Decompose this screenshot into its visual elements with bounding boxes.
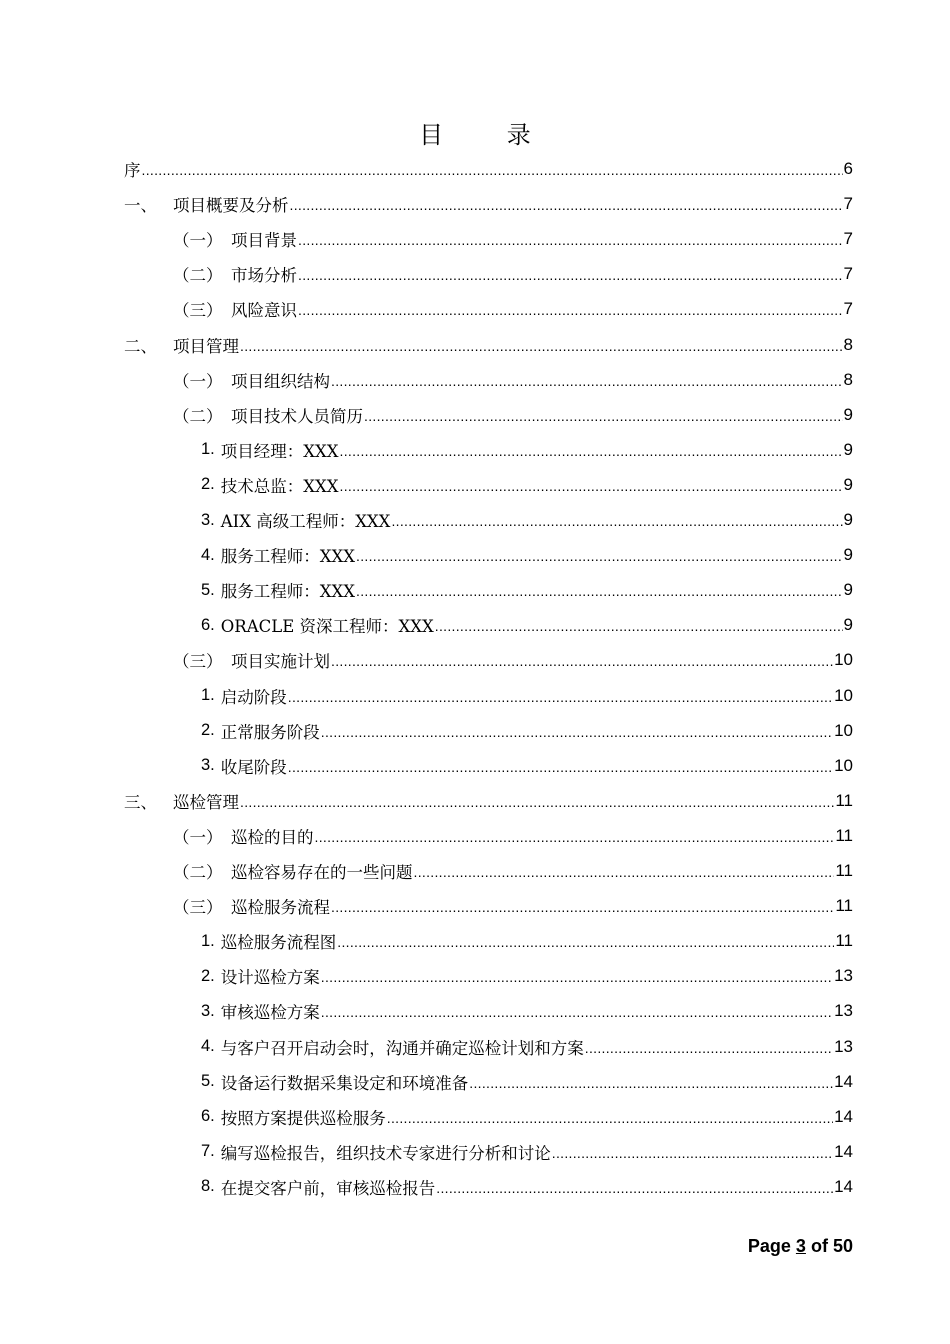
toc-entry[interactable] [201, 1102, 853, 1132]
toc-entry-number: （三） [173, 652, 223, 672]
toc-entry-page-number: 10 [834, 720, 853, 740]
toc-entry-label: 风险意识 [231, 301, 297, 321]
toc-dot-leader [321, 716, 833, 746]
toc-entry-page-number: 13 [834, 1001, 853, 1021]
toc-dot-leader [240, 330, 843, 360]
toc-title: 目 录 [419, 121, 559, 149]
toc-entry[interactable] [124, 786, 853, 816]
toc-entry[interactable] [201, 751, 853, 781]
toc-entry-number: 3. [201, 1001, 215, 1020]
toc-dot-leader [331, 365, 843, 395]
toc-entry-label: 审核巡检方案 [220, 1003, 320, 1023]
toc-entry-page-number: 11 [835, 896, 853, 916]
toc-entry-number: 6. [201, 615, 215, 634]
toc-dot-leader [298, 294, 843, 324]
toc-entry[interactable] [201, 926, 853, 956]
toc-entry-number: 5. [201, 580, 215, 599]
toc-entry-label: 项目技术人员简历 [231, 406, 363, 426]
toc-entry-number: （一） [173, 827, 223, 847]
footer-total-pages: 50 [832, 1236, 853, 1256]
toc-entry[interactable] [124, 330, 853, 360]
toc-entry-number: 1. [201, 931, 215, 950]
toc-dot-leader [387, 1102, 833, 1132]
toc-entry-number: （一） [173, 231, 223, 251]
toc-entry-number: 4. [201, 1037, 215, 1055]
toc-entry[interactable] [173, 400, 853, 430]
toc-entry-label: 启动阶段 [220, 687, 287, 707]
toc-entry-page-number: 11 [835, 790, 853, 810]
toc-dot-leader [469, 1067, 833, 1097]
toc-entry-page-number: 9 [843, 474, 853, 494]
toc-entry-number: 2. [201, 721, 215, 740]
toc-entry-page-number: 9 [843, 404, 853, 424]
toc-entry[interactable] [201, 996, 853, 1026]
toc-entry-page-number: 10 [834, 650, 853, 670]
toc-entry[interactable] [201, 1032, 853, 1062]
toc-entry-number: 2. [201, 475, 215, 494]
toc-entry-label: 项目组织结构 [231, 371, 330, 391]
page-footer [748, 1236, 853, 1257]
toc-entry[interactable] [201, 1067, 853, 1097]
toc-entry-page-number: 8 [843, 334, 853, 354]
toc-entry-number: （三） [173, 898, 223, 918]
toc-dot-leader [340, 435, 843, 465]
toc-entry-number: 4. [201, 545, 215, 564]
toc-entry-number: （一） [173, 371, 223, 391]
toc-entry[interactable] [173, 856, 853, 886]
toc-entry-label: ORACLE 资深工程师：XXX [220, 617, 434, 637]
toc-entry-number: （二） [173, 406, 223, 426]
toc-entry-page-number: 11 [835, 825, 853, 845]
toc-entry[interactable] [173, 365, 853, 395]
toc-entry-label: 编写巡检报告，组织技术专家进行分析和讨论 [220, 1143, 551, 1163]
toc-entry-page-number: 9 [843, 510, 853, 529]
toc-entry-page-number: 10 [834, 685, 853, 705]
toc-entry-number: 1. [201, 686, 215, 704]
toc-entry-label: 巡检服务流程 [231, 898, 330, 918]
toc-entry-number: 3. [201, 510, 215, 529]
toc-dot-leader [298, 259, 843, 289]
footer-of: of [810, 1236, 828, 1256]
toc-entry[interactable] [201, 540, 853, 570]
toc-dot-leader [315, 821, 835, 851]
toc-entry-number: （二） [173, 266, 223, 286]
toc-dot-leader [364, 400, 843, 430]
toc-entry-page-number: 7 [843, 194, 853, 214]
toc-entry-page-number: 11 [835, 861, 853, 880]
toc-dot-leader [552, 1137, 833, 1167]
toc-entry-label: 正常服务阶段 [220, 722, 320, 742]
toc-entry-label: 设计巡检方案 [220, 968, 320, 988]
toc-dot-leader [321, 961, 833, 991]
toc-dot-leader [321, 996, 833, 1026]
toc-entry-number: 6. [201, 1107, 215, 1126]
toc-entry-label: 巡检容易存在的一些问题 [231, 863, 413, 882]
toc-entry-page-number: 8 [843, 369, 853, 389]
toc-entry-page-number: 9 [843, 580, 853, 600]
toc-dot-leader [298, 224, 843, 254]
toc-entry[interactable] [201, 716, 853, 746]
toc-entry[interactable] [173, 294, 853, 324]
toc-entry-label: 项目实施计划 [231, 652, 330, 672]
toc-entry-label: 在提交客户前，审核巡检报告 [220, 1178, 436, 1198]
toc-entry[interactable] [124, 189, 853, 219]
toc-entry[interactable] [201, 961, 853, 991]
toc-entry-page-number: 7 [843, 264, 853, 284]
toc-entry-label: 项目背景 [231, 231, 297, 251]
toc-entry-label: 按照方案提供巡检服务 [220, 1108, 386, 1128]
toc-entry-number: 5. [201, 1072, 215, 1091]
toc-entry-number: 3. [201, 756, 215, 775]
toc-entry-label: 巡检服务流程图 [220, 933, 337, 953]
toc-entry-number: （二） [173, 863, 223, 882]
toc-entry-page-number: 7 [843, 299, 853, 319]
toc-entry-page-number: 9 [843, 439, 853, 459]
toc-dot-leader [331, 891, 834, 921]
toc-entry[interactable] [201, 1172, 853, 1202]
toc-dot-leader [435, 610, 843, 640]
toc-dot-leader [288, 681, 833, 711]
toc-entry[interactable] [124, 154, 853, 184]
toc-entry-label: 序 [124, 161, 141, 180]
toc-entry-page-number: 9 [843, 545, 853, 565]
toc-entry-label: 服务工程师：XXX [220, 582, 356, 602]
toc-entry-page-number: 9 [843, 615, 853, 635]
toc-entry[interactable] [201, 681, 853, 711]
toc-entry-number: （三） [173, 301, 223, 321]
toc-entry-label: 设备运行数据采集设定和环境准备 [220, 1073, 469, 1093]
toc-entry-number: 7. [201, 1142, 215, 1161]
toc-entry-page-number: 14 [834, 1071, 853, 1091]
toc-entry[interactable] [173, 259, 853, 289]
toc-entry-number: 8. [201, 1177, 215, 1196]
toc-dot-leader [331, 645, 833, 675]
toc-dot-leader [240, 786, 834, 816]
toc-entry-page-number: 10 [834, 755, 853, 775]
toc-dot-leader [337, 926, 834, 956]
toc-dot-leader [414, 856, 835, 886]
toc-entry-label: AIX 高级工程师：XXX [220, 512, 391, 531]
toc-entry-label: 市场分析 [231, 266, 297, 286]
toc-dot-leader [436, 1172, 833, 1202]
toc-entry-page-number: 14 [834, 1106, 853, 1126]
toc-dot-leader [391, 505, 842, 535]
toc-entry[interactable] [173, 224, 853, 254]
toc-entry-page-number: 14 [834, 1176, 853, 1196]
toc-dot-leader [142, 154, 843, 184]
toc-entry[interactable] [201, 470, 853, 500]
toc-entry-number: 1. [201, 440, 215, 459]
toc-entry-number: 三、 [124, 792, 157, 812]
toc-dot-leader [356, 540, 843, 570]
toc-entry-label: 收尾阶段 [220, 757, 287, 777]
toc-entry-number: 二、 [124, 336, 157, 356]
toc-entry[interactable] [201, 575, 853, 605]
toc-entry-label: 项目概要及分析 [173, 196, 289, 216]
toc-entry-page-number: 13 [834, 966, 853, 986]
toc-dot-leader [585, 1032, 833, 1062]
toc-entry-label: 技术总监：XXX [220, 476, 339, 496]
toc-entry-label: 巡检的目的 [231, 827, 314, 847]
toc-entry-page-number: 6 [843, 159, 853, 178]
toc-dot-leader [288, 751, 833, 781]
toc-entry-number: 2. [201, 966, 215, 985]
toc-entry-page-number: 11 [835, 931, 853, 951]
toc-entry-label: 服务工程师：XXX [220, 547, 356, 567]
toc-entry[interactable] [201, 1137, 853, 1167]
toc-entry[interactable] [173, 645, 853, 675]
toc-entry[interactable] [173, 891, 853, 921]
toc-entry-number: 一、 [124, 196, 157, 216]
toc-dot-leader [356, 575, 843, 605]
toc-entry[interactable] [201, 610, 853, 640]
toc-entry-label: 与客户召开启动会时，沟通并确定巡检计划和方案 [220, 1038, 584, 1058]
toc-dot-leader [290, 189, 843, 219]
toc-entry[interactable] [201, 505, 853, 535]
toc-entry[interactable] [173, 821, 853, 851]
toc-dot-leader [340, 470, 843, 500]
toc-entry-label: 项目经理：XXX [220, 441, 339, 461]
toc-entry-page-number: 7 [843, 229, 853, 249]
footer-page-prefix: Page [747, 1236, 791, 1256]
footer-current-page: 3 [795, 1236, 806, 1256]
toc-entry-label: 项目管理 [173, 336, 239, 356]
toc-entry-page-number: 14 [834, 1141, 853, 1161]
toc-entry[interactable] [201, 435, 853, 465]
toc-entry-label: 巡检管理 [173, 792, 239, 812]
toc-entry-page-number: 13 [834, 1036, 853, 1056]
